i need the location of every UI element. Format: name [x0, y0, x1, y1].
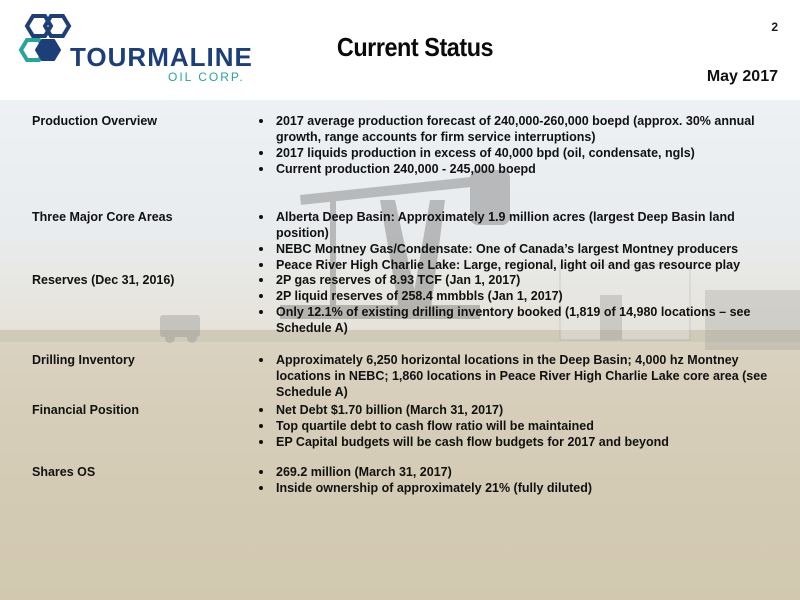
bullet-list: [258, 352, 768, 400]
section-label: Reserves (Dec 31, 2016): [32, 273, 175, 287]
bullet-item: NEBC Montney Gas/Condensate: One of Canada’s largest Montney producers: [258, 241, 768, 257]
bullet-item: Inside ownership of approximately 21% (fully diluted): [258, 480, 768, 496]
bullet-item: Net Debt $1.70 billion (March 31, 2017): [258, 402, 768, 418]
section-label: Three Major Core Areas: [32, 210, 173, 224]
bullet-item: Approximately 6,250 horizontal locations in the Deep Basin; 4,000 hz Montney locations in NEBC; 1,860 locations in Peace River High Charlie Lake core area (see Schedule A): [258, 352, 768, 400]
bullet-item: Alberta Deep Basin: Approximately 1.9 million acres (largest Deep Basin land position): [258, 209, 768, 241]
section-label: Production Overview: [32, 114, 158, 128]
bullet-list: [258, 464, 768, 496]
bullet-list: [258, 113, 768, 177]
bullet-item: EP Capital budgets will be cash flow budgets for 2017 and beyond: [258, 434, 768, 450]
slide-date: May 2017: [706, 68, 778, 85]
logo-subtitle: OIL CORP.: [168, 70, 245, 84]
section-label: Financial Position: [32, 403, 139, 417]
bullet-item: 269.2 million (March 31, 2017): [258, 464, 768, 480]
bullet-item: 2P gas reserves of 8.93 TCF (Jan 1, 2017): [258, 272, 768, 288]
bullet-item: Only 12.1% of existing drilling inventory booked (1,819 of 14,980 locations – see Schedule A): [258, 304, 768, 336]
bullet-item: 2017 liquids production in excess of 40,000 bpd (oil, condensate, ngls): [258, 145, 768, 161]
bullet-list: [258, 209, 768, 273]
bullet-list: [258, 402, 768, 450]
section-label: Shares OS: [32, 465, 96, 479]
section-label: Drilling Inventory: [32, 353, 135, 367]
bullet-list: [258, 272, 768, 336]
company-logo: [18, 12, 258, 84]
bullet-item: Top quartile debt to cash flow ratio will be maintained: [258, 418, 768, 434]
slide-title: Current Status: [336, 32, 494, 62]
bullet-item: Peace River High Charlie Lake: Large, regional, light oil and gas resource play: [258, 257, 768, 273]
logo-wordmark: TOURMALINE: [70, 42, 253, 72]
hexagon-logo-icon: [18, 12, 78, 72]
bullet-item: 2P liquid reserves of 258.4 mmbbls (Jan 1, 2017): [258, 288, 768, 304]
bullet-item: 2017 average production forecast of 240,000-260,000 boepd (approx. 30% annual growth, range accounts for firm service interruptions): [258, 113, 768, 145]
bullet-item: Current production 240,000 - 245,000 boepd: [258, 161, 768, 177]
slide-number: 2: [771, 20, 778, 34]
